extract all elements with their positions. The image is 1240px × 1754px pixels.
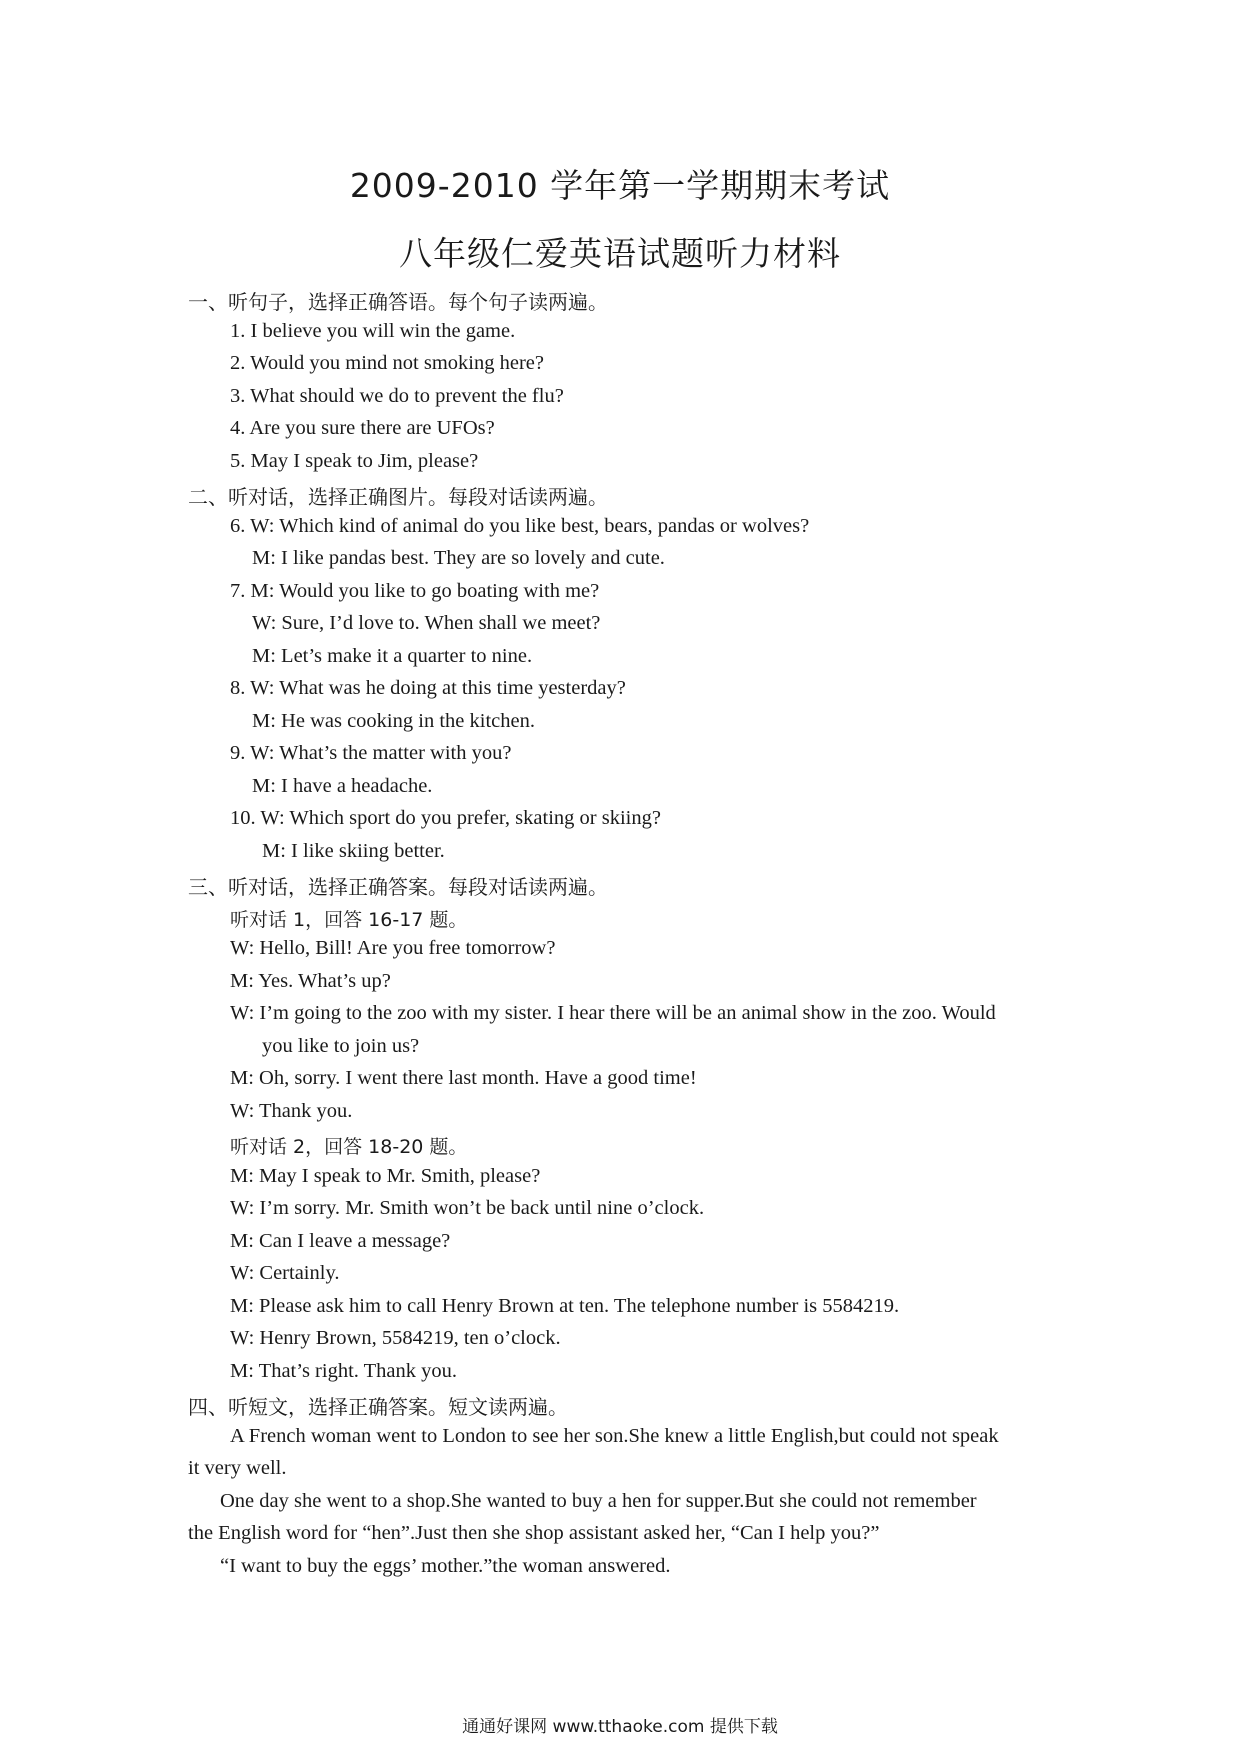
dialogue-line: W: Hello, Bill! Are you free tomorrow? — [230, 937, 556, 959]
passage-line: the English word for “hen”.Just then she shop assistant asked her, “Can I help you?” — [188, 1522, 880, 1544]
section-heading-4: 四、听短文，选择正确答案。短文读两遍。 — [188, 1395, 568, 1419]
question-line: 2. Would you mind not smoking here? — [230, 352, 544, 374]
page-title: 2009-2010 学年第一学期期末考试 — [349, 166, 891, 205]
question-line: 5. May I speak to Jim, please? — [230, 450, 479, 472]
dialogue-line: 7. M: Would you like to go boating with me? — [230, 580, 600, 602]
dialogue-intro: 听对话 2，回答 18-20 题。 — [230, 1136, 468, 1158]
dialogue-intro: 听对话 1，回答 16-17 题。 — [230, 909, 468, 931]
passage-line: A French woman went to London to see her son.She knew a little English,but could not speak — [230, 1425, 999, 1447]
dialogue-line: you like to join us? — [262, 1035, 420, 1057]
dialogue-line: M: I have a headache. — [252, 775, 433, 797]
dialogue-line: M: I like skiing better. — [262, 840, 445, 862]
dialogue-line: W: Sure, I’d love to. When shall we meet? — [252, 612, 601, 634]
question-line: 1. I believe you will win the game. — [230, 320, 516, 342]
dialogue-line: M: May I speak to Mr. Smith, please? — [230, 1165, 541, 1187]
passage-line: One day she went to a shop.She wanted to buy a hen for supper.But she could not remember — [220, 1490, 977, 1512]
footer-source: 通通好课网 www.tthaoke.com 提供下载 — [462, 1717, 778, 1737]
section-heading-2: 二、听对话，选择正确图片。每段对话读两遍。 — [188, 485, 608, 509]
section-heading-3: 三、听对话，选择正确答案。每段对话读两遍。 — [188, 875, 608, 899]
dialogue-line: W: Thank you. — [230, 1100, 353, 1122]
dialogue-line: 8. W: What was he doing at this time yesterday? — [230, 677, 626, 699]
passage-line: “I want to buy the eggs’ mother.”the woman answered. — [220, 1555, 671, 1577]
section-heading-1: 一、听句子，选择正确答语。每个句子读两遍。 — [188, 290, 608, 314]
passage-line: it very well. — [188, 1457, 287, 1479]
dialogue-line: M: Oh, sorry. I went there last month. Have a good time! — [230, 1067, 697, 1089]
dialogue-line: W: Henry Brown, 5584219, ten o’clock. — [230, 1327, 561, 1349]
question-line: 4. Are you sure there are UFOs? — [230, 417, 495, 439]
dialogue-line: M: Let’s make it a quarter to nine. — [252, 645, 533, 667]
dialogue-line: 10. W: Which sport do you prefer, skating or skiing? — [230, 807, 661, 829]
dialogue-line: W: I’m sorry. Mr. Smith won’t be back until nine o’clock. — [230, 1197, 705, 1219]
dialogue-line: M: Yes. What’s up? — [230, 970, 391, 992]
dialogue-line: M: He was cooking in the kitchen. — [252, 710, 535, 732]
dialogue-line: M: Please ask him to call Henry Brown at ten. The telephone number is 5584219. — [230, 1295, 900, 1317]
dialogue-line: M: I like pandas best. They are so lovely and cute. — [252, 547, 665, 569]
dialogue-line: M: That’s right. Thank you. — [230, 1360, 458, 1382]
dialogue-line: 6. W: Which kind of animal do you like best, bears, pandas or wolves? — [230, 515, 810, 537]
question-line: 3. What should we do to prevent the flu? — [230, 385, 564, 407]
dialogue-line: W: Certainly. — [230, 1262, 340, 1284]
dialogue-line: M: Can I leave a message? — [230, 1230, 451, 1252]
dialogue-line: 9. W: What’s the matter with you? — [230, 742, 512, 764]
page-subtitle: 八年级仁爱英语试题听力材料 — [399, 234, 841, 273]
dialogue-line: W: I’m going to the zoo with my sister. I hear there will be an animal show in the zoo. Would — [230, 1002, 996, 1024]
